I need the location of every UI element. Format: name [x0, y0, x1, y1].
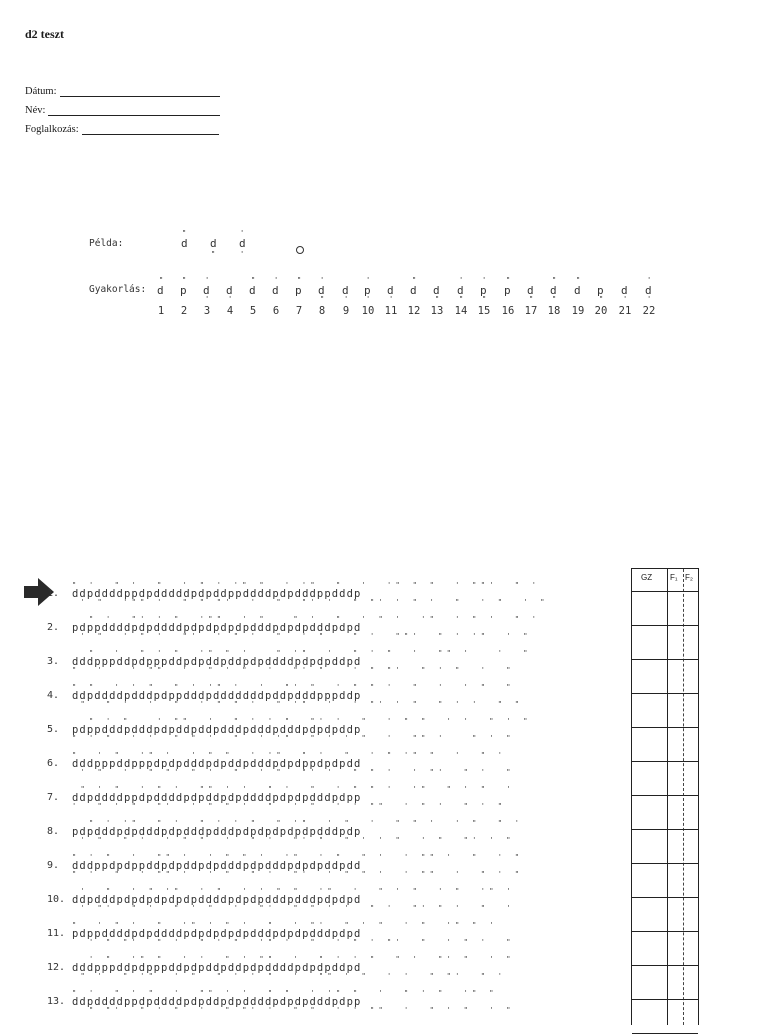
- practice-mark-top: ': [366, 276, 370, 284]
- row-letters: ddpdddpdpdpdpdpdpddddpdpdpdddpdddpdpdpd: [72, 894, 362, 906]
- practice-mark-bottom: ": [435, 295, 439, 303]
- header-f1: F₁: [670, 573, 678, 582]
- score-row-line: [632, 863, 698, 864]
- practice-mark-bottom: ': [344, 295, 348, 303]
- row-marks-bottom: " ' " '" ' " " ' ' " ' "" ' " ' ' " "' " ': [72, 972, 524, 980]
- practice-letter: p: [597, 284, 604, 297]
- practice-letter: p: [295, 284, 302, 297]
- occupation-field[interactable]: [25, 124, 219, 135]
- practice-number: 17: [524, 305, 538, 317]
- row-marks-top: " ' " ' "" ' ' " " ' '" ' " " ' ' "" ' " ' ": [72, 853, 524, 861]
- example-mark-top: ": [182, 229, 186, 237]
- score-header-line: [632, 591, 698, 592]
- practice-number: 5: [249, 305, 257, 317]
- score-row-line: [632, 829, 698, 830]
- row-marks-bottom: " ' " ' "" ' ' " " ' "' ' " " ' ' "" ' " ' ": [72, 870, 524, 878]
- practice-letter: d: [203, 284, 210, 297]
- row-marks-top: " " ' ' " " ' '" ' ' "' " ' " " ' " ' ' " ": [72, 683, 524, 691]
- row-number: 5.: [47, 724, 60, 735]
- row-number: 2.: [47, 622, 60, 633]
- practice-number: 7: [295, 305, 303, 317]
- practice-mark-bottom: ": [599, 295, 603, 303]
- example-mark-bottom: ": [211, 250, 215, 258]
- practice-letter: p: [504, 284, 511, 297]
- row-number: 7.: [47, 792, 60, 803]
- practice-letter: d: [318, 284, 325, 297]
- row-marks-top: " ' " ' "" ' " ' ' " "' ' " ' " " ' ' " ' ": [72, 717, 532, 725]
- practice-number: 18: [547, 305, 561, 317]
- row-letters: ddpddddppdpdddddpdpddppddddpdpdddppdddp: [72, 588, 362, 600]
- practice-letter: d: [433, 284, 440, 297]
- practice-mark-bottom: ": [459, 295, 463, 303]
- practice-letter: d: [410, 284, 417, 297]
- row-marks-bottom: ' " "' " ' " ' " '" ' " ' " ' "' " ' " ' ": [72, 938, 515, 946]
- row-letters: ddpddddppdpddddpdpddpdpddddpdpdpdddpdpp: [72, 792, 362, 804]
- practice-mark-bottom: ': [623, 295, 627, 303]
- score-divider: [667, 569, 668, 1025]
- row-marks-bottom: ' "' " ' " ' " ' "' " " ' ' " ' "' " ' " ': [72, 904, 524, 912]
- row-marks-top: " ' '" " ' " ' ' " " '" ' " ' " " ' ' " " ': [72, 819, 532, 827]
- row-marks-top: " ' " ' " ' " ' '" " ' '" " ' '" " " ' ""' " ': [72, 581, 549, 589]
- score-row-line: [632, 625, 698, 626]
- practice-letter: d: [621, 284, 628, 297]
- practice-number: 19: [571, 305, 585, 317]
- example-mark-bottom: ': [240, 250, 244, 258]
- practice-letter: d: [457, 284, 464, 297]
- practice-mark-top: ": [552, 276, 556, 284]
- date-label: Dátum:: [25, 86, 57, 97]
- example-letter: d: [239, 237, 246, 250]
- occupation-label: Foglalkozás:: [25, 124, 79, 135]
- practice-number: 16: [501, 305, 515, 317]
- practice-number: 11: [384, 305, 398, 317]
- row-marks-top: " ' " ' " ' "" ' ' " ' " ' " " ' '" " ' " ': [72, 785, 515, 793]
- practice-letter: p: [180, 284, 187, 297]
- practice-mark-bottom: ": [529, 295, 533, 303]
- name-field[interactable]: [25, 105, 220, 116]
- page-title: d2 teszt: [25, 27, 64, 41]
- example-label: Példa:: [89, 238, 124, 249]
- practice-mark-top: ": [576, 276, 580, 284]
- practice-mark-bottom: ": [320, 295, 324, 303]
- row-letters: dddpppddpppdpdpdddpdpddpdddpdpdppdpdpdd: [72, 758, 362, 770]
- practice-letter: d: [574, 284, 581, 297]
- practice-mark-bottom: ": [482, 295, 486, 303]
- practice-number: 2: [180, 305, 188, 317]
- score-table: [631, 568, 699, 1025]
- row-marks-top: " ' "' ' " '"" ' " " ' " ' " ' '" ' " ' " ': [72, 615, 549, 623]
- practice-number: 10: [361, 305, 375, 317]
- practice-mark-bottom: ': [228, 295, 232, 303]
- row-number: 13.: [47, 996, 66, 1007]
- row-number: 8.: [47, 826, 60, 837]
- practice-mark-top: ': [459, 276, 463, 284]
- practice-number: 21: [618, 305, 632, 317]
- row-marks-bottom: ' " ' " ' "' ' " ' " ' " " ' ""' " ' '" ' ": [72, 632, 549, 640]
- score-row-line: [632, 795, 698, 796]
- score-row-line: [632, 761, 698, 762]
- practice-number: 15: [477, 305, 491, 317]
- practice-letter: d: [226, 284, 233, 297]
- score-row-line: [632, 965, 698, 966]
- row-marks-bottom: ' " ' " "' " ' " ' " "' ' " " ' ' "' " ' ": [72, 768, 515, 776]
- row-letters: pdppddddpdpddddpdpdpdpdpdddpdpdpdddpdpd: [72, 928, 362, 940]
- row-marks-bottom: ' " ' " "' ' " " ' " ' " ' ' "" ' " ' " ' ": [72, 802, 515, 810]
- practice-mark-bottom: ': [366, 295, 370, 303]
- practice-mark-bottom: ": [552, 295, 556, 303]
- row-letters: dddppdpdppddpdpddpdpdddpdpdddpdpdpddpdd: [72, 860, 362, 872]
- row-letters: dddpppddpdpppddpdpddpddpdpddddpdpdpddpd: [72, 656, 362, 668]
- practice-mark-top: ': [647, 276, 651, 284]
- score-row-line: [632, 897, 698, 898]
- practice-letter: d: [527, 284, 534, 297]
- practice-mark-top: ': [320, 276, 324, 284]
- row-letters: pdppdddpdddpdpddpddpdddpdddpdddpdpdpddp: [72, 724, 362, 736]
- occupation-underline: [82, 125, 219, 135]
- row-marks-bottom: " ' " ' ' " " ' " ' '" " ' ' " ' "" ' " ' ": [72, 734, 532, 742]
- practice-mark-top: ": [506, 276, 510, 284]
- practice-number: 20: [594, 305, 608, 317]
- practice-letter: d: [645, 284, 652, 297]
- practice-number: 1: [157, 305, 165, 317]
- practice-letter: p: [364, 284, 371, 297]
- practice-letter: d: [342, 284, 349, 297]
- score-dashed-divider: [683, 569, 684, 1025]
- practice-number: 6: [272, 305, 280, 317]
- row-marks-bottom: ' " " ' ' " " ' " ' "' " " ' ' " ' " "' ' ": [72, 836, 532, 844]
- practice-label: Gyakorlás:: [89, 284, 147, 295]
- practice-letter: d: [272, 284, 279, 297]
- practice-letter: p: [480, 284, 487, 297]
- row-number: 9.: [47, 860, 60, 871]
- header-gz: GZ: [641, 573, 653, 582]
- circle-icon: [296, 246, 304, 254]
- practice-mark-bottom: ': [205, 295, 209, 303]
- header-f2: F₂: [685, 573, 693, 582]
- practice-number: 14: [454, 305, 468, 317]
- row-number: 10.: [47, 894, 66, 905]
- practice-mark-top: ': [482, 276, 486, 284]
- row-marks-bottom: ' " '"" ' " " "' ' " "' ' " "' ' " ' " ' " ' ": [72, 598, 549, 606]
- row-letters: ddpddddpdddpdppdddpdddddddpddpdddpppddp: [72, 690, 362, 702]
- row-marks-top: ' " ' " '" ' " ' ' " " '" ' " ' " ' " '" ': [72, 887, 524, 895]
- practice-mark-top: ": [297, 276, 301, 284]
- practice-number: 9: [342, 305, 350, 317]
- row-number: 6.: [47, 758, 60, 769]
- practice-number: 8: [318, 305, 326, 317]
- row-letters: pdpdddpdpdddpdpdddpdddpdpdpdpdpdpdddpdp: [72, 826, 362, 838]
- row-marks-top: ' " '" " ' ' " ' "" ' " ' ' " " ' "' " ' ": [72, 955, 524, 963]
- name-underline: [48, 106, 220, 116]
- practice-mark-top: ': [274, 276, 278, 284]
- practice-mark-top: ": [159, 276, 163, 284]
- practice-mark-top: ': [205, 276, 209, 284]
- practice-number: 12: [407, 305, 421, 317]
- practice-mark-top: ": [251, 276, 255, 284]
- score-row-line: [632, 931, 698, 932]
- example-mark-top: ': [240, 229, 244, 237]
- row-letters: pdppddddpdpddddpdpdpdpdpdddpdpdpdddpdpd: [72, 622, 362, 634]
- row-marks-top: " ' " ' " ' "" ' ' " " ' '" " ' " ' " '" ": [72, 989, 515, 997]
- practice-letter: d: [157, 284, 164, 297]
- row-marks-bottom: " " ' ' " ' " " ' " '" ' ' "' ' " " ' ' " ": [72, 700, 524, 708]
- row-number: 3.: [47, 656, 60, 667]
- practice-mark-bottom: ': [647, 295, 651, 303]
- practice-number: 4: [226, 305, 234, 317]
- row-number: 1.: [47, 588, 60, 599]
- row-marks-top: " ' " ' " '" " ' " '" ' " ' " ' "" ' ' ": [72, 649, 532, 657]
- date-underline: [60, 87, 220, 97]
- name-label: Név:: [25, 105, 46, 116]
- score-row-line: [632, 659, 698, 660]
- practice-number: 3: [203, 305, 211, 317]
- example-letter: d: [210, 237, 217, 250]
- score-row-line: [632, 693, 698, 694]
- practice-letter: d: [249, 284, 256, 297]
- score-row-line: [632, 727, 698, 728]
- practice-number: 13: [430, 305, 444, 317]
- row-marks-top: " ' " ' " '" ' " ' " ' "' " ' " ' " '" " ': [72, 921, 515, 929]
- practice-letter: d: [550, 284, 557, 297]
- row-marks-bottom: " "' " ' " ' " "' ' " " ' ' "" ' " ' " ' ": [72, 1006, 515, 1014]
- row-number: 12.: [47, 962, 66, 973]
- row-letters: ddpddddppdpddddpdpddpdpddddpdpdpdddpdpp: [72, 996, 362, 1008]
- score-row-line: [632, 999, 698, 1000]
- example-letter: d: [181, 237, 188, 250]
- row-number: 11.: [47, 928, 66, 939]
- date-field[interactable]: [25, 86, 220, 97]
- practice-mark-top: ": [182, 276, 186, 284]
- row-marks-top: " ' " '" ' ' " " ' '" " ' " ' " '" " ' " ': [72, 751, 515, 759]
- practice-letter: d: [387, 284, 394, 297]
- practice-number: 22: [642, 305, 656, 317]
- row-marks-bottom: " ' ' "" ' " ' " ' "' " ' " "' " ' " ' ": [72, 666, 532, 674]
- row-number: 4.: [47, 690, 60, 701]
- row-letters: dddpppddpdpppddpdpddpddpdpddddpdpdpddpd: [72, 962, 362, 974]
- practice-mark-bottom: ': [389, 295, 393, 303]
- practice-mark-top: ": [412, 276, 416, 284]
